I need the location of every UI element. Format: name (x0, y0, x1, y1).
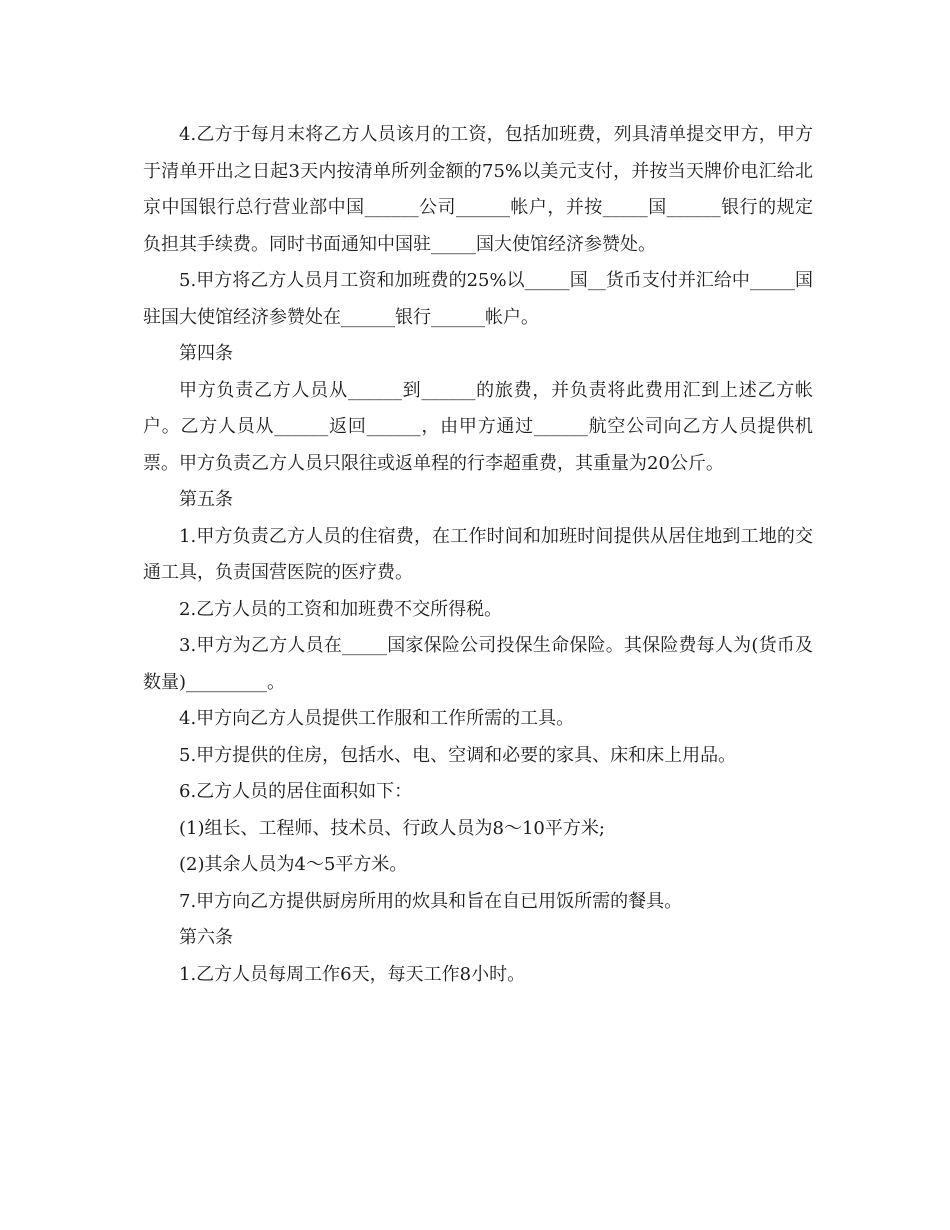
paragraph-salary-remittance: 5.甲方将乙方人员月工资和加班费的25%以_____国__货币支付并汇给中_____国驻国大使馆经济参赞处在______银行______帐户。 (143, 270, 813, 328)
paragraph-insurance: 3.甲方为乙方人员在_____国家保险公司投保生命保险。其保险费每人为(货币及数量)_________。 (143, 635, 813, 693)
paragraph-working-hours: 1.乙方人员每周工作6天，每天工作8小时。 (179, 963, 526, 985)
paragraph-area-leaders: (1)组长、工程师、技术员、行政人员为8～10平方米; (179, 817, 605, 839)
document-body (143, 117, 813, 993)
article-heading-6: 第六条 (179, 927, 233, 948)
paragraph-salary-payment: 4.乙方于每月末将乙方人员该月的工资，包括加班费，列具清单提交甲方，甲方于清单开出之日起3天内按清单所列金额的75%以美元支付，并按当天牌价电汇给北京中国银行总行营业部中国______公司______帐户，并按_____国______银行的规定负担其手续费。同时书面通知中国驻_____国大使馆经济参赞处。 (143, 124, 813, 255)
paragraph-travel-expenses: 甲方负责乙方人员从______到______的旅费，并负责将此费用汇到上述乙方帐户。乙方人员从______返回______，由甲方通过______航空公司向乙方人员提供机票。甲方负责乙方人员只限往或返单程的行李超重费，其重量为20公斤。 (143, 379, 813, 474)
paragraph-tax-exempt: 2.乙方人员的工资和加班费不交所得税。 (179, 598, 503, 620)
paragraph-work-clothes: 4.甲方向乙方人员提供工作服和工作所需的工具。 (179, 708, 575, 729)
paragraph-housing: 5.甲方提供的住房，包括水、电、空调和必要的家具、床和床上用品。 (179, 744, 737, 766)
paragraph-accommodation: 1.甲方负责乙方人员的住宿费，在工作时间和加班时间提供从居住地到工地的交通工具，负责国营医院的医疗费。 (143, 525, 813, 583)
paragraph-area-others: (2)其余人员为4～5平方米。 (179, 854, 408, 875)
paragraph-living-area: 6.乙方人员的居住面积如下： (179, 781, 413, 802)
article-heading-4: 第四条 (179, 343, 233, 364)
article-heading-5: 第五条 (179, 489, 233, 510)
paragraph-kitchenware: 7.甲方向乙方提供厨房所用的炊具和旨在自已用饭所需的餐具。 (179, 890, 683, 912)
